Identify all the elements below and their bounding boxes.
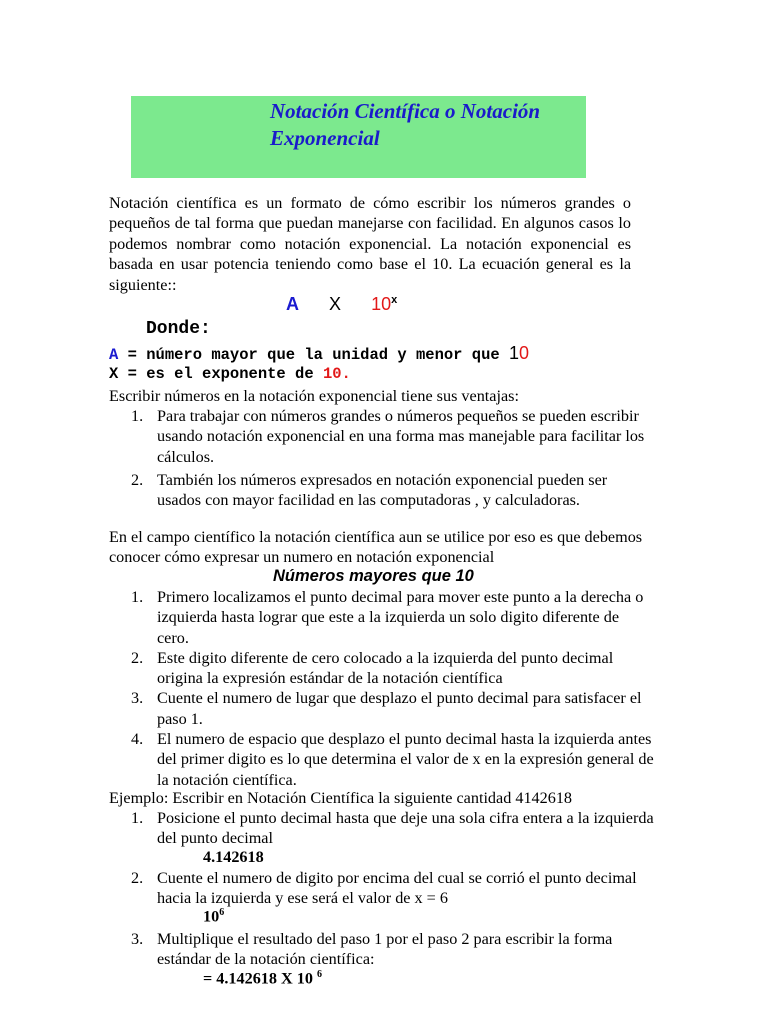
valor-potencia: $10^6$ (203, 907, 225, 926)
general-equation (286, 294, 397, 315)
def-a-val1: 1 (508, 343, 519, 363)
list-item: 1. Primero localizamos el punto decimal para mover este punto a la derecha o izquierda hasta lograr que este a la izquierda un solo digito diferente de cero. (131, 588, 644, 647)
ejemplo-step-2 (109, 868, 654, 909)
equation-a: A (286, 294, 299, 314)
list-item: 1. Para trabajar con números grandes o números pequeños se pueden escribir usando notación exponencial en una forma mas manejable para facilitar los cálculos. (131, 407, 645, 466)
page-title: Notación Científica o Notación Exponencial (270, 99, 541, 150)
equation-exponent: x (391, 294, 398, 306)
list-item: 2. Cuente el numero de digito por encima del cual se corrió el punto decimal hacia la izquierda y ese será el valor de x = 6 (131, 869, 637, 908)
def-a-text: = número mayor que la unidad y menor que (118, 346, 509, 364)
resultado-final: = 4.142618 X 10 $^6$ (203, 969, 322, 988)
campo-paragraph: En el campo científico la notación científica aun se utilice por eso es que debemos conocer cómo expresar un numero en notación exponencial (109, 528, 643, 567)
definition-x (109, 364, 351, 384)
list-item: 2. Este digito diferente de cero colocado a la izquierda del punto decimal origina la expresión estándar de la notación científica (131, 648, 614, 688)
def-x-val: 10. (322, 365, 351, 383)
valor-decimal: 4.142618 (203, 848, 264, 866)
def-a-var: A (109, 346, 119, 364)
def-a-val2: 0 (519, 343, 530, 363)
section-heading: Números mayores que 10 (273, 567, 474, 585)
ventajas-list (109, 406, 654, 510)
list-item: 2. También los números expresados en notación exponencial pueden ser usados con mayor facilidad en las computadoras , y calculadoras. (131, 470, 608, 510)
equation-x: X (329, 294, 342, 314)
list-item: 4. El numero de espacio que desplazo el punto decimal hasta la izquierda antes del primer digito es lo que determina el valor de x en la expresión general de la notación científica. (131, 730, 654, 789)
ejemplo-step-1 (109, 808, 654, 849)
donde-label: Donde: (146, 319, 211, 339)
definition-a (109, 343, 529, 365)
ejemplo-step-3 (109, 929, 654, 970)
ventajas-intro: Escribir números en la notación exponencial tiene sus ventajas: (109, 387, 519, 405)
list-item: 3. Multiplique el resultado del paso 1 por el paso 2 para escribir la forma estándar de la notación científica: (131, 930, 613, 969)
def-x-text: X = es el exponente de (109, 365, 323, 383)
pasos-list (109, 587, 654, 790)
intro-paragraph: Notación científica es un formato de cómo escribir los números grandes o pequeños de tal forma que puedan manejarse con facilidad. En algunos casos lo podemos nombrar como notación exponencial. La notación exponencial es basada en usar potencia teniendo como base el 10. La ecuación general es la siguiente:: (109, 194, 631, 294)
ejemplo-line: Ejemplo: Escribir en Notación Científica la siguiente cantidad 4142618 (109, 789, 573, 807)
list-item: 1. Posicione el punto decimal hasta que deje una sola cifra entera a la izquierda del punto decimal (131, 809, 654, 848)
equation-base: 10 (371, 294, 392, 314)
list-item: 3. Cuente el numero de lugar que desplazo el punto decimal para satisfacer el paso 1. (131, 689, 642, 728)
